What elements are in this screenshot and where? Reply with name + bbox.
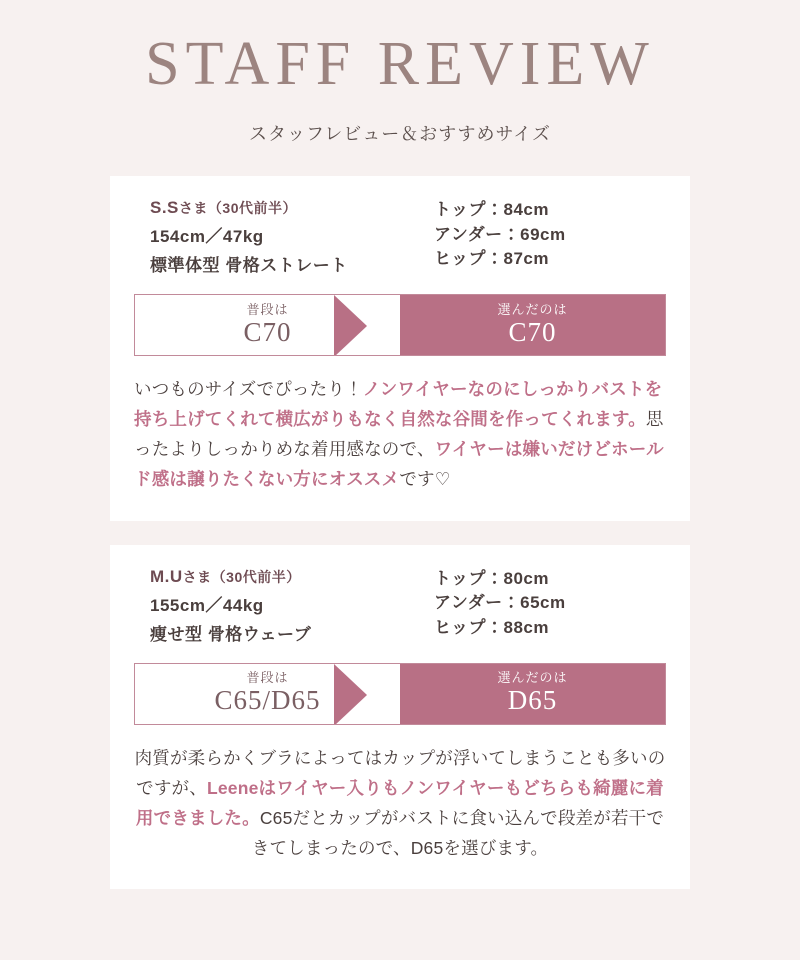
reviewer-honorific: さま [182,568,212,585]
page-title: STAFF REVIEW [145,30,655,98]
reviewer-profile [134,567,434,645]
review-text-part-highlight: ワイヤーは嫌いだけどホールド感は譲りたくない方にオススメ [134,439,664,490]
reviewer-honorific: さま [178,200,208,217]
chosen-size-label: 選んだのは [497,301,568,317]
chosen-size-panel [400,664,665,724]
measurement-top: トップ：80cm [434,568,549,588]
usual-size-value: C65/D65 [214,685,321,716]
reviewer-initials: S.S [150,198,179,218]
size-arrow-icon [367,295,400,356]
reviewer-profile [134,198,434,276]
review-list [0,176,800,889]
measurement-under: アンダー：65cm [434,593,566,613]
review-text [134,743,666,863]
page-header [0,0,800,146]
usual-size-value: C70 [243,316,292,347]
reviewer-name [150,567,434,587]
measurement-hip: ヒップ：88cm [434,617,549,637]
reviewer-body: 155cm／44kg [150,595,264,615]
review-text-part-highlight: ノンワイヤーなのにしっかりバストを持ち上げてくれて横広がりもなく自然な谷間を作ってくれます。 [134,379,663,430]
reviewer-body: 154cm／47kg [150,227,264,247]
usual-size-label: 普段は [246,670,289,686]
review-card [110,176,690,520]
reviewer-name [150,198,434,218]
reviewer-measurements [434,198,566,272]
review-text-part: です♡ [399,469,451,490]
measurement-top: トップ：84cm [434,200,549,220]
review-text-part-highlight: Leeneはワイヤー入りもノンワイヤーもどちらも綺麗に着用できました。 [135,777,664,828]
review-header [134,198,666,276]
size-arrow-icon [367,664,400,725]
size-comparison-bar [134,663,666,725]
chosen-size-value: C70 [508,316,557,347]
reviewer-shape: 痩せ型 骨格ウェーブ [150,624,312,644]
usual-size-label: 普段は [246,301,289,317]
reviewer-measurements [434,567,566,641]
reviewer-initials: M.U [150,566,183,586]
review-text-part: 肉質が柔らかくブラによってはカップが浮いてしまうことも多いのですが、 [134,747,666,798]
review-header [134,567,666,645]
page-subtitle: スタッフレビュー＆おすすめサイズ [248,124,552,145]
review-text-part: C65だとカップがバストに食い込んで段差が若干できてしまったので、D65を選びます。 [251,807,665,858]
review-text [134,374,666,494]
chosen-size-panel [400,295,665,355]
reviewer-age: （30代前半） [207,200,297,217]
size-arrow-backdrop [334,664,367,725]
size-comparison-bar [134,294,666,356]
measurement-under: アンダー：69cm [434,224,566,244]
review-text-part: いつものサイズでぴったり！ [134,379,363,400]
measurement-hip: ヒップ：87cm [434,249,549,269]
chosen-size-value: D65 [507,685,558,716]
chosen-size-label: 選んだのは [497,670,568,686]
size-arrow-backdrop [334,295,367,356]
reviewer-age: （30代前半） [211,568,301,585]
review-card [110,545,690,889]
review-text-part: 思ったよりしっかりめな着用感なので、 [134,409,664,460]
reviewer-shape: 標準体型 骨格ストレート [150,256,348,276]
